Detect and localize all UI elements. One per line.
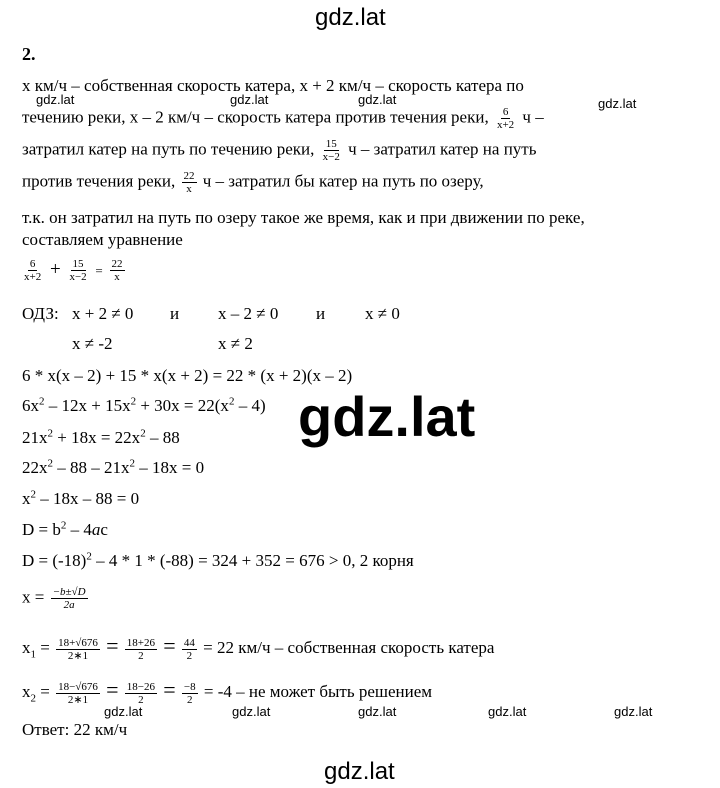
- x1-fraction-3: [182, 637, 197, 662]
- term: c: [100, 520, 108, 539]
- x1-fraction-2: [125, 637, 157, 662]
- term: a: [91, 520, 101, 539]
- term: – 88 – 21x: [53, 458, 130, 477]
- text-line-2: [22, 106, 544, 131]
- frac-num: −b±√D: [52, 586, 86, 598]
- step-1: 6 * x(x – 2) + 15 * x(x + 2) = 22 * (x + 2)(x – 2): [22, 366, 353, 385]
- eq-fraction-3: [110, 258, 125, 283]
- watermark-small: gdz.lat: [104, 704, 143, 719]
- frac-den: 2∗1: [67, 649, 89, 662]
- frac-den: 2a: [63, 599, 75, 611]
- term: 6x: [22, 396, 39, 415]
- watermark-bottom: gdz.lat: [324, 758, 395, 785]
- frac-num: 6: [502, 106, 509, 118]
- x1-fraction-1: [56, 637, 100, 662]
- x1-label: x: [22, 638, 31, 657]
- term: D = b: [22, 520, 61, 539]
- x2-fraction-2: [125, 681, 157, 706]
- frac-den: x−2: [322, 151, 340, 163]
- frac-num: 18+26: [126, 636, 155, 649]
- text-line-4: [22, 170, 484, 195]
- exponent: 2: [228, 395, 235, 408]
- frac-den: x: [186, 183, 192, 195]
- x2-label: x: [22, 682, 31, 701]
- x2-line: [22, 677, 433, 706]
- frac-num: 22: [183, 170, 195, 182]
- equals-sign: =: [106, 677, 119, 702]
- equals-sign: =: [106, 633, 119, 658]
- frac-den: 2: [186, 649, 193, 662]
- exponent: 2: [47, 427, 53, 440]
- frac-den: x−2: [69, 271, 87, 283]
- plus-sign: +: [49, 258, 61, 280]
- text-line-3a: затратил катер на путь по течению реки,: [22, 139, 315, 159]
- odz-cond-1: x + 2 ≠ 0: [72, 304, 134, 323]
- term: – 18x = 0: [135, 458, 205, 477]
- exponent: 2: [60, 519, 67, 532]
- frac-num: 15: [325, 138, 337, 150]
- odz-result-1: x ≠ -2: [72, 334, 113, 353]
- text-line-3: [22, 138, 536, 163]
- equals-sign: =: [163, 633, 176, 658]
- x2-fraction-1: [56, 681, 100, 706]
- equals-sign: =: [36, 638, 50, 657]
- term: 22x: [22, 458, 48, 477]
- watermark-top: gdz.lat: [315, 4, 386, 31]
- text-line-2a: течению реки, x – 2 км/ч – скорость катера против течения реки,: [22, 107, 489, 127]
- text-line-4b: ч – затратил бы катер на путь по озеру,: [202, 171, 484, 191]
- term: – 4): [234, 396, 266, 415]
- x1-line: [22, 633, 495, 662]
- frac-num: 15: [72, 258, 84, 270]
- term: x: [22, 489, 31, 508]
- problem-number: 2.: [22, 44, 36, 64]
- subscript: 1: [30, 648, 36, 661]
- term: – 4 * 1 * (-88) = 324 + 352 = 676 > 0, 2 корня: [91, 551, 414, 570]
- text-line-4a: против течения реки,: [22, 171, 176, 191]
- frac-num: 18−26: [126, 680, 155, 693]
- term: – 12x + 15x: [44, 396, 131, 415]
- step-5: [22, 489, 139, 509]
- watermark-center: gdz.lat: [298, 385, 476, 448]
- term: D = (-18): [22, 551, 87, 570]
- text-line-1: x км/ч – собственная скорость катера, x + 2 км/ч – скорость катера по: [22, 76, 524, 95]
- exponent: 2: [39, 395, 45, 408]
- frac-den: x: [114, 271, 120, 283]
- term: – 88: [145, 428, 180, 447]
- frac-den: 2: [187, 693, 193, 706]
- watermark-small: gdz.lat: [488, 704, 527, 719]
- main-equation: [20, 258, 127, 283]
- step-2: [22, 396, 266, 416]
- term: + 30x = 22(x: [136, 396, 229, 415]
- frac-den: x+2: [496, 119, 515, 131]
- frac-num: 44: [183, 636, 195, 649]
- eq-fraction-1: [22, 258, 43, 283]
- exponent: 2: [86, 550, 92, 563]
- term: – 4: [66, 520, 92, 539]
- step-6-discriminant-formula: [22, 520, 108, 540]
- text-line-3b: ч – затратил катер на путь: [348, 139, 537, 159]
- text-line-6: составляем уравнение: [22, 230, 183, 249]
- frac-num: 22: [111, 258, 123, 270]
- fraction-15-over-x-minus-2: [321, 138, 342, 163]
- equals-sign: =: [36, 682, 50, 701]
- root-label: x =: [22, 587, 45, 607]
- step-3: [22, 428, 180, 448]
- odz-result-2: x ≠ 2: [218, 334, 253, 353]
- fraction-22-over-x: [182, 170, 197, 195]
- equals-sign: =: [95, 262, 103, 278]
- equals-sign: =: [163, 677, 176, 702]
- watermark-small: gdz.lat: [598, 96, 637, 111]
- odz-and-2: и: [316, 304, 326, 323]
- frac-num: 18−√676: [58, 680, 98, 693]
- odz-cond-2: x – 2 ≠ 0: [218, 304, 279, 323]
- frac-den: 2: [138, 693, 144, 706]
- root-formula: [22, 586, 90, 611]
- frac-den: x+2: [24, 271, 42, 283]
- step-4: [22, 458, 204, 478]
- fraction-6-over-x-plus-2: [495, 106, 516, 131]
- eq-fraction-2: [67, 258, 88, 283]
- x2-fraction-3: [182, 681, 198, 706]
- frac-num: 18+√676: [58, 636, 98, 649]
- watermark-small: gdz.lat: [614, 704, 653, 719]
- frac-num: −8: [183, 680, 196, 693]
- watermark-small: gdz.lat: [36, 92, 75, 107]
- root-fraction: [51, 586, 88, 611]
- watermark-small: gdz.lat: [358, 704, 397, 719]
- watermark-small: gdz.lat: [358, 92, 397, 107]
- odz-label: ОДЗ:: [22, 304, 59, 323]
- step-7-discriminant-value: [22, 551, 414, 571]
- frac-den: 2: [138, 649, 144, 662]
- odz-and-1: и: [170, 304, 180, 323]
- exponent: 2: [140, 427, 146, 440]
- exponent: 2: [30, 488, 36, 501]
- term: 21x: [22, 428, 48, 447]
- text-line-2b: ч –: [522, 107, 544, 127]
- odz-cond-3: x ≠ 0: [365, 304, 400, 323]
- answer: Ответ: 22 км/ч: [22, 720, 128, 739]
- watermark-small: gdz.lat: [230, 92, 269, 107]
- text-line-5: т.к. он затратил на путь по озеру такое же время, как и при движении по реке,: [22, 208, 585, 227]
- subscript: 2: [30, 692, 36, 705]
- frac-num: 6: [29, 258, 36, 270]
- term: + 18x = 22x: [53, 428, 141, 447]
- term: – 18x – 88 = 0: [36, 489, 140, 508]
- watermark-small: gdz.lat: [232, 704, 271, 719]
- exponent: 2: [130, 395, 137, 408]
- exponent: 2: [47, 457, 53, 470]
- x1-result: = 22 км/ч – собственная скорость катера: [203, 638, 495, 657]
- frac-den: 2∗1: [67, 693, 89, 706]
- x2-result: = -4 – не может быть решением: [203, 682, 433, 701]
- exponent: 2: [129, 457, 135, 470]
